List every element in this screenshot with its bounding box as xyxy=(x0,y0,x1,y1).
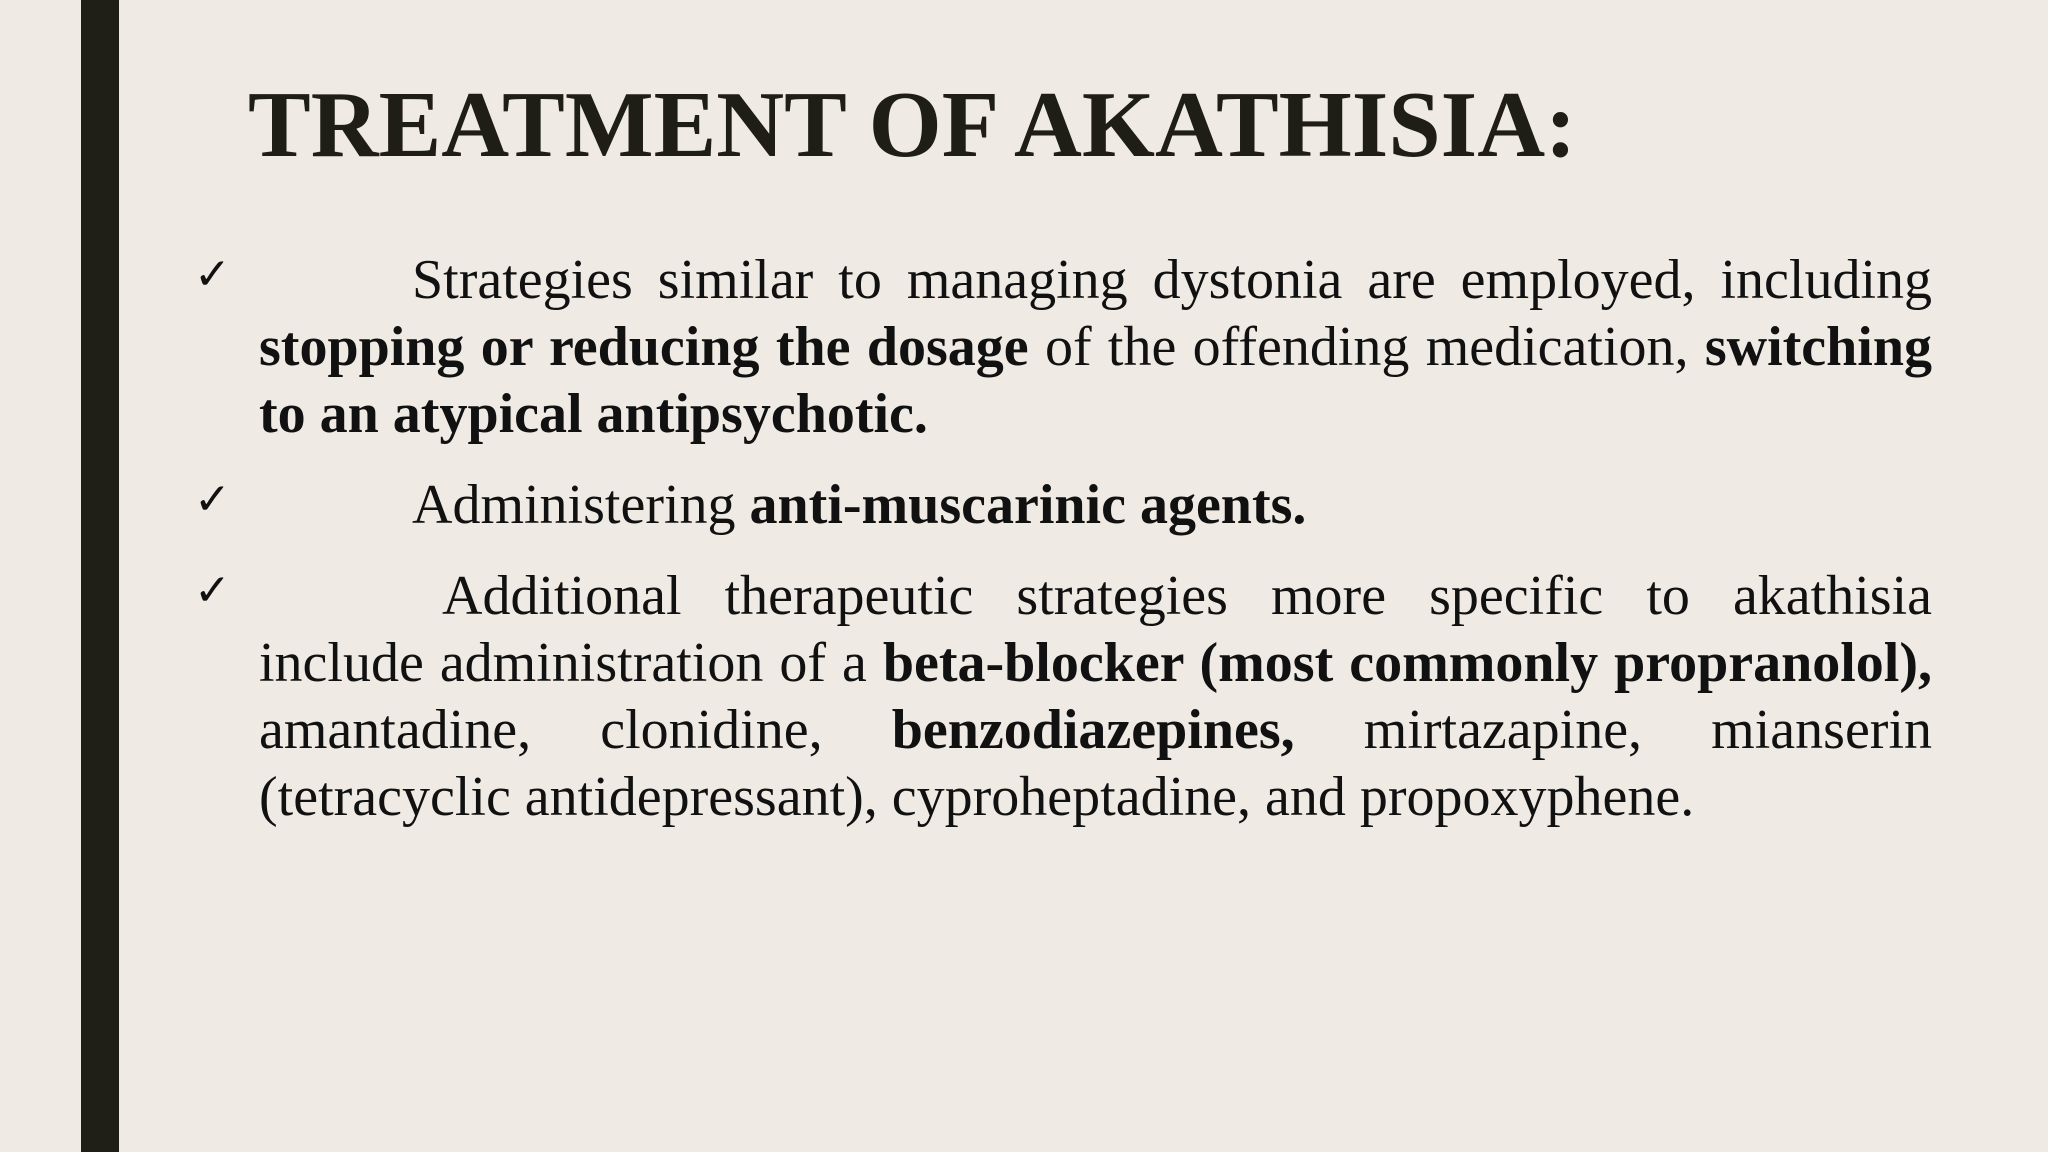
bullet-item xyxy=(194,563,1932,831)
bullet-text-bold: switching to an atypical antipsychotic. xyxy=(259,316,1933,445)
check-icon: ✓ xyxy=(194,565,231,616)
left-accent-bar xyxy=(81,0,119,1152)
bullet-text-bold: anti-muscarinic agents. xyxy=(749,474,1307,536)
bullet-text: amantadine, clonidine, xyxy=(259,699,892,761)
bullet-text-bold: stopping or reducing the dosage xyxy=(259,316,1029,378)
bullet-text: Additional therapeutic strategies more specific to akathisia include administration of a xyxy=(259,565,1932,694)
bullet-text: mirtazapine, mianserin (tetracyclic antidepressant), cyproheptadine, and propoxyphene. xyxy=(259,699,1932,828)
slide-title: TREATMENT OF AKATHISIA: xyxy=(248,73,1577,177)
bullet-item xyxy=(194,472,1932,539)
bullet-text-bold: benzodiazepines, xyxy=(891,699,1295,761)
bullet-text-bold: beta-blocker (most commonly propranolol), xyxy=(882,632,1932,694)
check-icon: ✓ xyxy=(194,474,231,525)
check-icon: ✓ xyxy=(194,249,231,300)
bullet-text: Administering xyxy=(412,474,750,536)
bullet-text: Strategies similar to managing dystonia are employed, including xyxy=(412,249,1932,311)
bullet-list xyxy=(194,247,1932,855)
bullet-text: of the offending medication, xyxy=(1028,316,1705,378)
bullet-item xyxy=(194,247,1932,448)
